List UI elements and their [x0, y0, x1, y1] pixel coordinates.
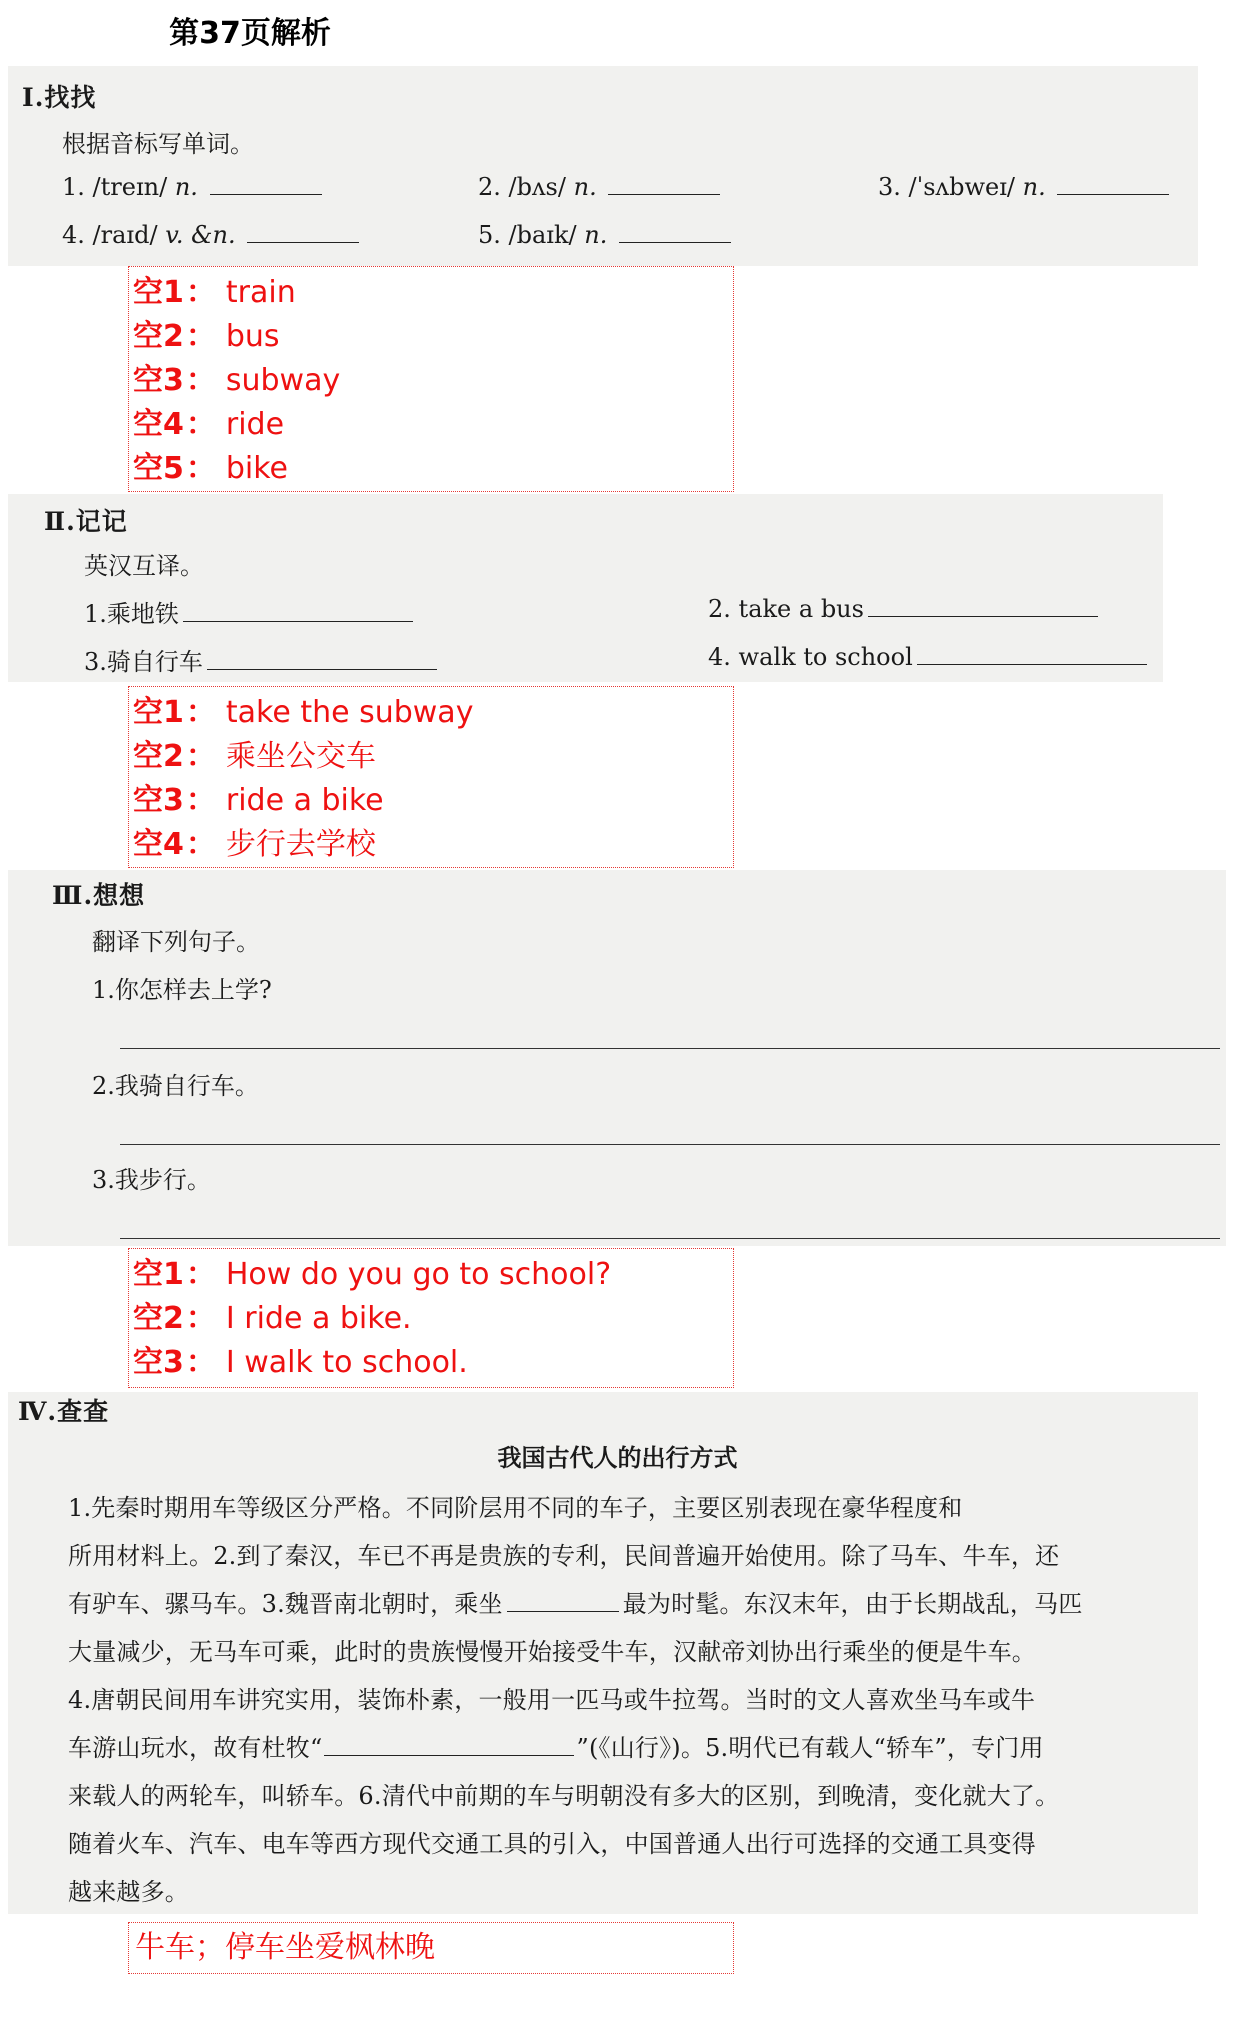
passage-line: 随着火车、汽车、电车等西方现代交通工具的引入，中国普通人出行可选择的交通工具变得 — [68, 1830, 1036, 1858]
item-text: 你怎样去上学? — [114, 976, 272, 1004]
item-num: 5. — [478, 221, 501, 249]
section2-item-3 — [84, 642, 437, 677]
answer-blank[interactable] — [1057, 172, 1169, 195]
section1-instruction: 根据音标写单词。 — [62, 130, 254, 158]
section4-answer-box — [128, 1922, 734, 1974]
answer-row: 空3： ride a bike — [133, 783, 384, 818]
answer-value: 牛车；停车坐爱枫林晚 — [135, 1930, 435, 1965]
answer-row: 空2： I ride a bike. — [133, 1301, 412, 1336]
answer-blank[interactable] — [210, 172, 322, 195]
answer-row: 空3： I walk to school. — [133, 1345, 468, 1380]
section1-item-4 — [62, 220, 359, 249]
answer-value: bus — [225, 319, 280, 354]
section4-scan — [8, 1392, 1198, 1914]
answer-key: 空3 — [133, 783, 184, 818]
item-phonetic: /treɪn/ — [92, 173, 168, 201]
item-num: 2. — [478, 173, 501, 201]
section1-item-2 — [478, 172, 720, 201]
answer-blank[interactable] — [608, 172, 720, 195]
section2-heading: Ⅱ.记记 — [44, 507, 128, 536]
item-pos: n. — [584, 221, 608, 249]
passage-line: 来载人的两轮车，叫轿车。6.清代中前期的车与明朝没有多大的区别，到晚清，变化就大了。 — [68, 1782, 1060, 1810]
section2-item-4 — [708, 642, 1147, 671]
item-text: 我骑自行车。 — [114, 1072, 259, 1100]
section2-item-1 — [84, 594, 413, 629]
passage-line: 所用材料上。2.到了秦汉，车已不再是贵族的专利，民间普遍开始使用。除了马车、牛车，还 — [68, 1542, 1060, 1570]
item-num: 3. — [92, 1166, 115, 1194]
answer-blank[interactable] — [207, 647, 437, 670]
answer-value: take the subway — [225, 695, 474, 730]
answer-key: 空1 — [133, 695, 184, 730]
answer-value: train — [225, 275, 296, 310]
answer-blank[interactable] — [619, 220, 731, 243]
passage-line: 越来越多。 — [68, 1878, 189, 1906]
passage-line: 1.先秦时期用车等级区分严格。不同阶层用不同的车子，主要区别表现在豪华程度和 — [68, 1494, 963, 1522]
item-num: 3. — [84, 648, 107, 676]
answer-line[interactable] — [120, 1238, 1220, 1239]
item-text: walk to school — [738, 643, 913, 671]
answer-key: 空2 — [133, 1301, 184, 1336]
answer-blank[interactable] — [247, 220, 359, 243]
item-text: 我步行。 — [114, 1166, 211, 1194]
item-phonetic: /bʌs/ — [508, 173, 566, 201]
answer-blank[interactable] — [507, 1589, 619, 1612]
item-num: 3. — [878, 173, 901, 201]
section1-scan — [8, 66, 1198, 266]
answer-value: 步行去学校 — [225, 827, 376, 862]
answer-key: 空4 — [133, 827, 184, 862]
answer-key: 空4 — [133, 407, 184, 442]
item-text: take a bus — [738, 595, 864, 623]
item-num: 2. — [92, 1072, 115, 1100]
answer-key: 空5 — [133, 451, 184, 486]
answer-row: 空1： train — [133, 275, 296, 310]
section1-item-5 — [478, 220, 731, 249]
answer-value: ride a bike — [225, 783, 384, 818]
item-num: 1. — [84, 600, 107, 628]
item-text: 乘地铁 — [106, 600, 179, 628]
item-num: 4. — [62, 221, 85, 249]
answer-line[interactable] — [120, 1048, 1220, 1049]
item-pos: n. — [1022, 173, 1046, 201]
answer-row: 空4： 步行去学校 — [133, 827, 376, 862]
answer-value: ride — [225, 407, 285, 442]
passage-line: 车游山玩水，故有杜牧“ ”(《山行》)。5.明代已有载人“轿车”，专门用 — [68, 1734, 1044, 1762]
passage-line: 大量减少，无马车可乘，此时的贵族慢慢开始接受牛车，汉献帝刘协出行乘坐的便是牛车。 — [68, 1638, 1036, 1666]
answer-row: 空3： subway — [133, 363, 341, 398]
passage-line: 有驴车、骡马车。3.魏晋南北朝时，乘坐 最为时髦。东汉末年，由于长期战乱，马匹 — [68, 1590, 1083, 1618]
answer-blank[interactable] — [917, 642, 1147, 665]
item-text: 骑自行车 — [106, 648, 203, 676]
answer-key: 空3 — [133, 363, 184, 398]
answer-blank[interactable] — [324, 1733, 574, 1756]
section3-answer-box — [128, 1248, 734, 1388]
section1-item-3 — [878, 172, 1169, 201]
answer-value: How do you go to school? — [225, 1257, 612, 1292]
item-pos: v. &n. — [165, 221, 236, 249]
section3-instruction: 翻译下列句子。 — [92, 928, 260, 956]
answer-blank[interactable] — [868, 594, 1098, 617]
section2-instruction: 英汉互译。 — [84, 552, 204, 580]
section3-scan — [8, 870, 1226, 1246]
page-title: 第37页解析 — [169, 16, 331, 51]
section1-item-1 — [62, 172, 322, 201]
answer-key: 空2 — [133, 739, 184, 774]
section2-item-2 — [708, 594, 1098, 623]
answer-key: 空1 — [133, 275, 184, 310]
section4-heading: Ⅳ.查查 — [18, 1397, 110, 1426]
answer-blank[interactable] — [183, 599, 413, 622]
section1-heading: Ⅰ.找找 — [22, 83, 97, 112]
answer-value: I walk to school. — [225, 1345, 468, 1380]
item-num: 1. — [92, 976, 115, 1004]
item-phonetic: /ˈsʌbweɪ/ — [908, 173, 1015, 201]
passage-title: 我国古代人的出行方式 — [497, 1443, 738, 1472]
section3-item-1 — [92, 970, 272, 1005]
passage-line: 4.唐朝民间用车讲究实用，装饰朴素，一般用一匹马或牛拉驾。当时的文人喜欢坐马车或牛 — [68, 1686, 1036, 1714]
item-phonetic: /raɪd/ — [92, 221, 158, 249]
answer-key: 空2 — [133, 319, 184, 354]
answer-row: 空5： bike — [133, 451, 289, 486]
answer-row: 空4： ride — [133, 407, 285, 442]
answer-row: 空2： 乘坐公交车 — [133, 739, 376, 774]
answer-key: 空3 — [133, 1345, 184, 1380]
section2-scan — [8, 494, 1163, 682]
answer-value: I ride a bike. — [225, 1301, 412, 1336]
answer-value: 乘坐公交车 — [225, 739, 376, 774]
section3-item-3 — [92, 1160, 211, 1195]
item-num: 4. — [708, 643, 731, 671]
section3-item-2 — [92, 1066, 259, 1101]
answer-key: 空1 — [133, 1257, 184, 1292]
answer-line[interactable] — [120, 1144, 1220, 1145]
item-num: 1. — [62, 173, 85, 201]
item-num: 2. — [708, 595, 731, 623]
item-pos: n. — [573, 173, 597, 201]
answer-row: 空1： How do you go to school? — [133, 1257, 612, 1292]
answer-value: bike — [225, 451, 289, 486]
answer-row: 空2： bus — [133, 319, 280, 354]
item-pos: n. — [174, 173, 198, 201]
item-phonetic: /baɪk/ — [508, 221, 577, 249]
answer-value: subway — [225, 363, 341, 398]
section3-heading: Ⅲ.想想 — [52, 881, 146, 910]
answer-row: 空1： take the subway — [133, 695, 474, 730]
section2-answer-box — [128, 686, 734, 868]
section1-answer-box — [128, 266, 734, 492]
